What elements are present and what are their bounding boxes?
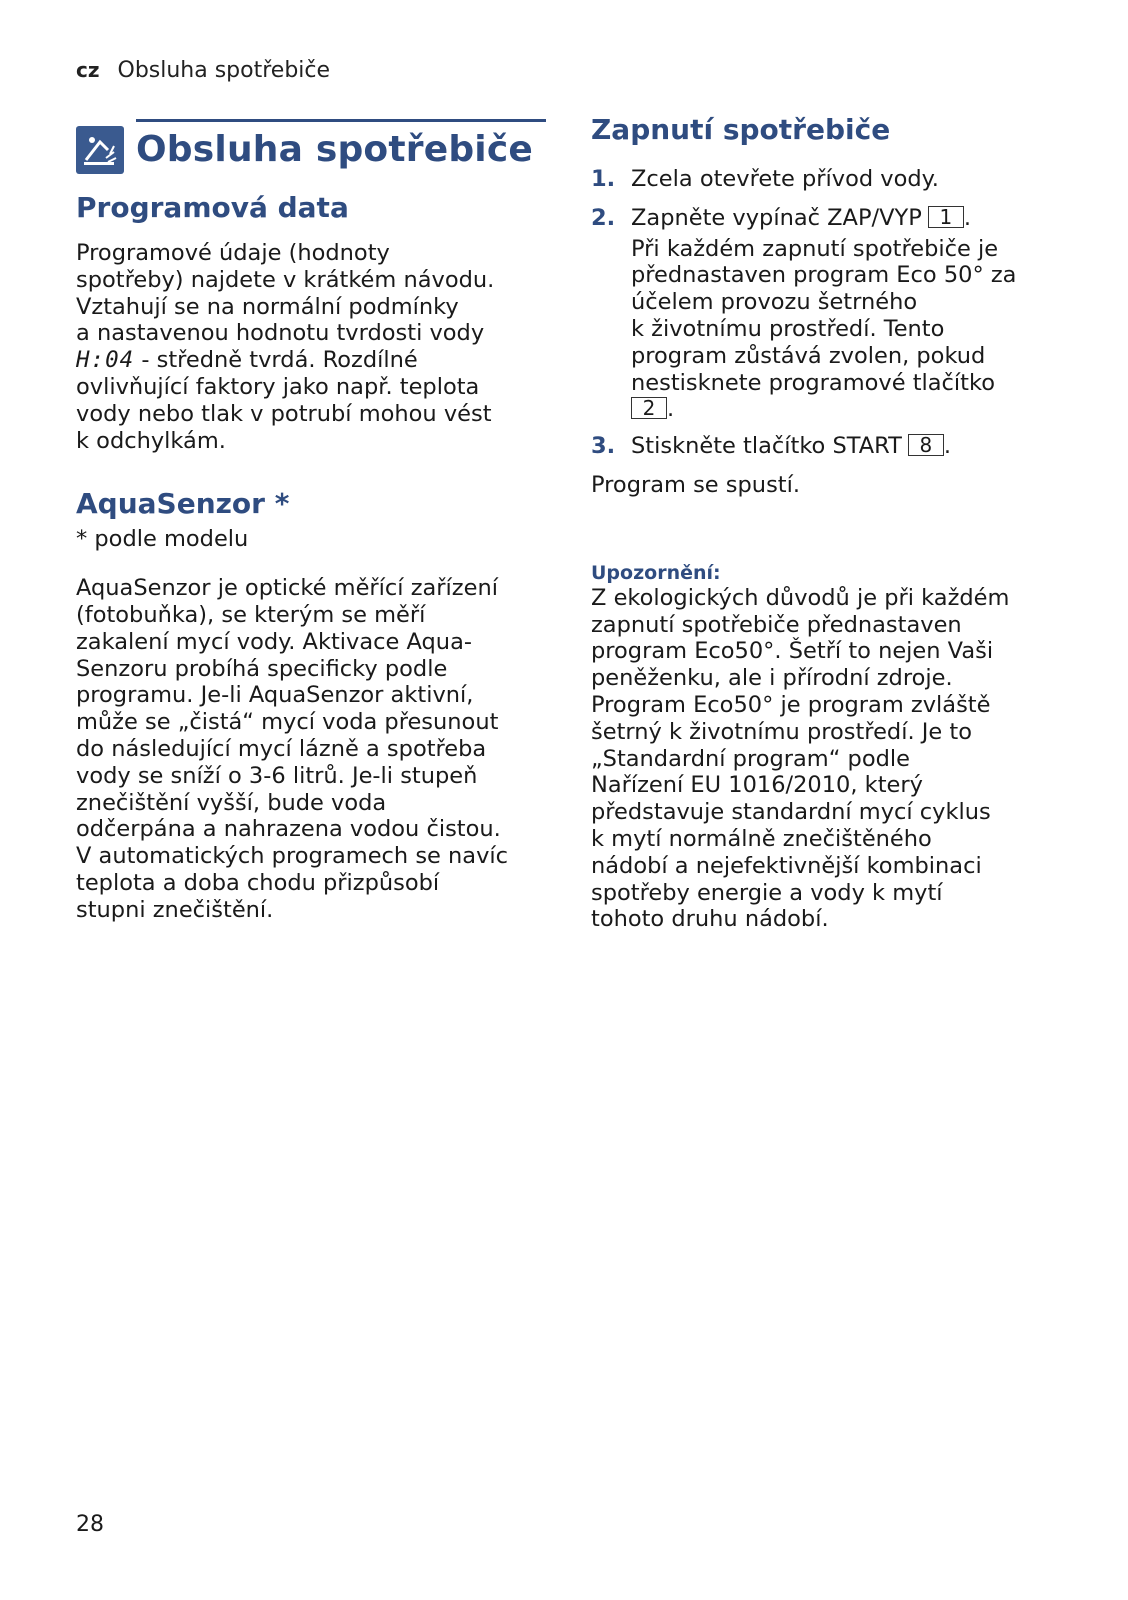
- text-line: představuje standardní mycí cyklus: [591, 799, 991, 826]
- text-line: spotřeby) najdete v krátkém návodu.: [76, 266, 495, 293]
- text-line: program Eco50°. Šetří to nejen Vaši: [591, 638, 994, 665]
- text-line: [76, 347, 546, 374]
- text-line: k životnímu prostředí. Tento: [631, 315, 945, 342]
- text-line: V automatických programech se navíc: [76, 843, 509, 870]
- text-line: k mytí normálně znečištěného: [591, 825, 932, 852]
- text-line: „Standardní program“ podle: [591, 745, 910, 772]
- key-reference: 2: [631, 397, 667, 419]
- header-section: Obsluha spotřebiče: [117, 58, 331, 83]
- text-line: Programové údaje (hodnoty: [76, 240, 390, 266]
- text-line: tohoto druhu nádobí.: [591, 906, 829, 933]
- note-label: Upozornění:: [591, 561, 721, 584]
- step-text: Zapněte vypínač ZAP/VYP: [631, 204, 922, 231]
- page-title: Obsluha spotřebiče: [136, 129, 533, 170]
- page-number: 28: [76, 1512, 104, 1537]
- text-line: Z ekologických důvodů je při každém: [591, 584, 1010, 611]
- text-line: Při každém zapnutí spotřebiče je: [631, 235, 999, 262]
- left-column: [76, 119, 546, 924]
- text-line: účelem provozu šetrného: [631, 289, 918, 316]
- text-line: Program Eco50° je program zvláště: [591, 691, 991, 718]
- result-text: Program se spustí.: [591, 471, 801, 498]
- text-line: stupni znečištění.: [76, 896, 274, 923]
- text-line: spotřeby energie a vody k mytí: [591, 879, 943, 906]
- dishwasher-operation-icon: [76, 126, 124, 174]
- text-line: nestisknete programové tlačítko: [631, 369, 995, 396]
- text-line: zakalení mycí vody. Aktivace Aqua-: [76, 628, 472, 655]
- text-line: přednastaven program Eco 50° za: [631, 262, 1017, 289]
- right-column: [591, 112, 1061, 933]
- text-line: odčerpána a nahrazena vodou čistou.: [76, 816, 501, 843]
- switch-on-heading: Zapnutí spotřebiče: [591, 113, 891, 146]
- text-line: vody nebo tlak v potrubí mohou vést: [76, 400, 492, 427]
- list-item: 3. Stiskněte tlačítko START 8 .: [591, 433, 952, 460]
- programme-data-heading: Programová data: [76, 191, 349, 224]
- text-line: Vztahují se na normální podmínky: [76, 293, 459, 320]
- key-reference: 1: [928, 206, 964, 228]
- key-reference: 8: [908, 434, 944, 456]
- programme-data-text: [76, 240, 546, 454]
- text-line: AquaSenzor je optické měřící zařízení: [76, 575, 498, 602]
- step-number: 3.: [591, 433, 616, 460]
- text-fragment: - středně tvrdá. Rozdílné: [134, 347, 418, 374]
- aquasensor-footnote: * podle modelu: [76, 526, 249, 553]
- aquasensor-text: [76, 575, 546, 923]
- text-line: peněženku, ale i přírodní zdroje.: [591, 665, 953, 692]
- main-title-block: [76, 122, 546, 178]
- steps-list: [591, 166, 1061, 460]
- text-line: (fotobuňka), se kterým se měří: [76, 601, 426, 628]
- text-line: Senzoru probíhá specificky podle: [76, 655, 448, 682]
- text-line: vody se sníží o 3-6 litrů. Je-li stupeň: [76, 762, 478, 789]
- text-line: může se „čistá“ mycí voda přesunout: [76, 709, 499, 736]
- text-line: šetrný k životnímu prostředí. Je to: [591, 718, 972, 745]
- list-item: 2. Zapněte vypínač ZAP/VYP 1 . Při každém zapnutí spotřebiče je přednastaven program Eco 50° za účelem provozu šetrného k životnímu prostředí. Tento program zůstává zvolen, pokud nestisknete programové tlačítko 2 .: [591, 204, 1017, 423]
- text-line: a nastavenou hodnotu tvrdosti vody: [76, 320, 485, 347]
- note-block: [591, 561, 1061, 933]
- text-line: do následující mycí lázně a spotřeba: [76, 735, 487, 762]
- text-line: znečištění vyšší, bude voda: [76, 789, 387, 816]
- text-line: k odchylkám.: [76, 427, 226, 454]
- display-code: H:04: [76, 347, 135, 374]
- text-line: ovlivňující faktory jako např. teplota: [76, 373, 480, 400]
- step-number: 2.: [591, 204, 616, 231]
- step-text: Zcela otevřete přívod vody.: [631, 166, 939, 192]
- running-header: [76, 58, 330, 83]
- text-line: program zůstává zvolen, pokud: [631, 342, 986, 369]
- aquasensor-heading: AquaSenzor *: [76, 487, 290, 521]
- step-number: 1.: [591, 166, 616, 192]
- step-text: Stiskněte tlačítko START: [631, 433, 902, 460]
- text-line: teplota a doba chodu přizpůsobí: [76, 869, 440, 896]
- language-code: cz: [76, 58, 100, 82]
- list-item: [591, 166, 1061, 193]
- text-line: zapnutí spotřebiče přednastaven: [591, 611, 962, 638]
- text-line: programu. Je-li AquaSenzor aktivní,: [76, 682, 474, 709]
- text-line: nádobí a nejefektivnější kombinaci: [591, 852, 982, 879]
- text-line: Nařízení EU 1016/2010, který: [591, 772, 923, 799]
